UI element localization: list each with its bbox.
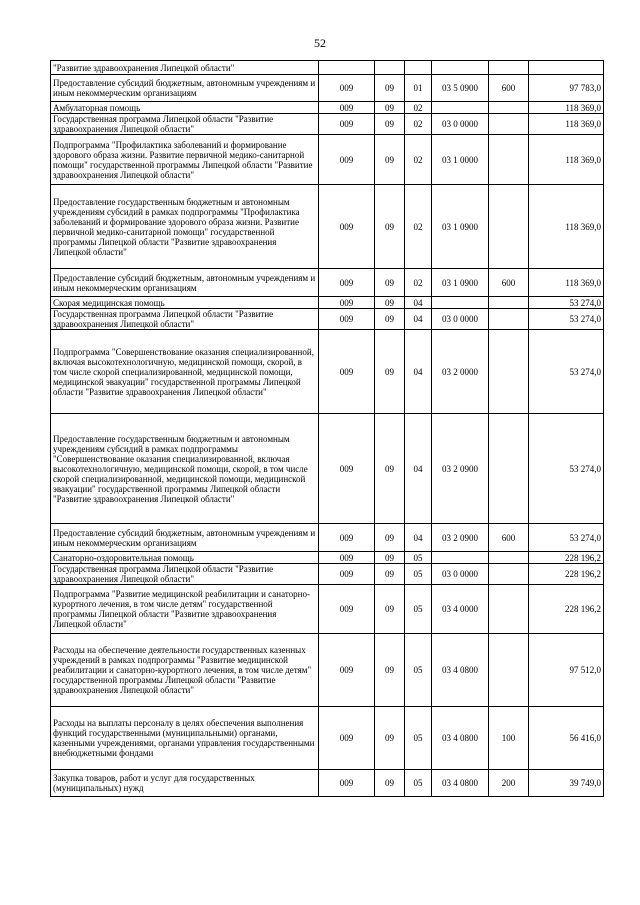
amount-cell: 53 274,0: [529, 297, 604, 309]
subsection-code-cell: 02: [405, 185, 432, 269]
table-row: [51, 297, 604, 309]
target-item-cell: 03 1 0900: [432, 269, 489, 297]
row-name-cell: Расходы на выплаты персоналу в целях обеспечения выполнения функций государственными (муниципальными) органами, казенными учреждениями, органами управления государственными внебюджетными фондами: [51, 707, 319, 770]
table-row: [51, 552, 604, 564]
subsection-code-cell: 04: [405, 297, 432, 309]
table-row: [51, 61, 604, 75]
amount-cell: 97 512,0: [529, 634, 604, 707]
subsection-code-cell: 05: [405, 634, 432, 707]
section-code-cell: 09: [375, 564, 405, 585]
section-code-cell: 09: [375, 135, 405, 185]
row-name-cell: "Развитие здравоохранения Липецкой области": [51, 61, 319, 75]
ved-code-cell: 009: [319, 114, 375, 135]
target-item-cell: 03 0 0000: [432, 564, 489, 585]
subsection-code-cell: 02: [405, 114, 432, 135]
section-code-cell: 09: [375, 552, 405, 564]
section-code-cell: 09: [375, 414, 405, 524]
row-name-cell: Закупка товаров, работ и услуг для государственных (муниципальных) нужд: [51, 770, 319, 797]
section-code-cell: 09: [375, 114, 405, 135]
row-name-cell: Государственная программа Липецкой области "Развитие здравоохранения Липецкой области": [51, 564, 319, 585]
row-name-cell: Предоставление субсидий бюджетным, автономным учреждениям и иным некоммерческим организациям: [51, 524, 319, 552]
subsection-code-cell: 02: [405, 102, 432, 114]
ved-code-cell: 009: [319, 135, 375, 185]
table-row: [51, 564, 604, 585]
amount-cell: 118 369,0: [529, 269, 604, 297]
amount-cell: 118 369,0: [529, 135, 604, 185]
table-row: [51, 524, 604, 552]
row-name-cell: Подпрограмма "Совершенствование оказания специализированной, включая высокотехнологичную, медицинской помощи, скорой, в том числе скорой специализированной, медицинской помощи, медицинской эвакуации" государственной программы Липецкой области "Развитие здравоохранения Липецкой области": [51, 330, 319, 414]
amount-cell: 53 274,0: [529, 309, 604, 330]
target-item-cell: 03 1 0900: [432, 185, 489, 269]
section-code-cell: 09: [375, 585, 405, 634]
section-code-cell: 09: [375, 185, 405, 269]
target-item-cell: 03 4 0800: [432, 770, 489, 797]
row-name-cell: Расходы на обеспечение деятельности государственных казенных учреждений в рамках подпрограммы "Развитие медицинской реабилитации и санаторно-курортного лечения, в том числе детям" государственной программы Липецкой области "Развитие здравоохранения Липецкой области": [51, 634, 319, 707]
target-item-cell: 03 5 0900: [432, 75, 489, 102]
target-item-cell: 03 2 0900: [432, 414, 489, 524]
expense-type-cell: 200: [489, 770, 529, 797]
table-row: [51, 330, 604, 414]
table-row: [51, 114, 604, 135]
table-row: [51, 75, 604, 102]
ved-code-cell: 009: [319, 309, 375, 330]
table-row: [51, 634, 604, 707]
target-item-cell: 03 0 0000: [432, 309, 489, 330]
ved-code-cell: 009: [319, 297, 375, 309]
table-row: [51, 707, 604, 770]
amount-cell: 228 196,2: [529, 552, 604, 564]
target-item-cell: 03 4 0000: [432, 585, 489, 634]
expense-type-cell: [489, 330, 529, 414]
section-code-cell: 09: [375, 707, 405, 770]
subsection-code-cell: 04: [405, 330, 432, 414]
table-row: [51, 269, 604, 297]
section-code-cell: 09: [375, 75, 405, 102]
target-item-cell: [432, 102, 489, 114]
table-row: [51, 309, 604, 330]
subsection-code-cell: 04: [405, 309, 432, 330]
ved-code-cell: [319, 61, 375, 75]
amount-cell: 53 274,0: [529, 414, 604, 524]
target-item-cell: 03 4 0800: [432, 634, 489, 707]
expense-type-cell: 600: [489, 269, 529, 297]
expense-type-cell: [489, 552, 529, 564]
amount-cell: 118 369,0: [529, 114, 604, 135]
ved-code-cell: 009: [319, 585, 375, 634]
subsection-code-cell: 02: [405, 135, 432, 185]
ved-code-cell: 009: [319, 634, 375, 707]
subsection-code-cell: 04: [405, 524, 432, 552]
section-code-cell: 09: [375, 102, 405, 114]
amount-cell: 118 369,0: [529, 102, 604, 114]
subsection-code-cell: 05: [405, 707, 432, 770]
amount-cell: 53 274,0: [529, 330, 604, 414]
row-name-cell: Скорая медицинская помощь: [51, 297, 319, 309]
row-name-cell: Государственная программа Липецкой области "Развитие здравоохранения Липецкой области": [51, 309, 319, 330]
row-name-cell: Предоставление государственным бюджетным и автономным учреждениям субсидий в рамках подпрограммы "Совершенствование оказания специализированной, включая высокотехнологичную, медицинской помощи, скорой, в том числе скорой специализированной, медицинской помощи, медицинской эвакуации" государственной программы Липецкой области "Развитие здравоохранения Липецкой области": [51, 414, 319, 524]
table-body: [51, 61, 604, 797]
expense-type-cell: [489, 185, 529, 269]
ved-code-cell: 009: [319, 524, 375, 552]
expense-type-cell: [489, 634, 529, 707]
ved-code-cell: 009: [319, 185, 375, 269]
target-item-cell: 03 1 0000: [432, 135, 489, 185]
amount-cell: 228 196,2: [529, 564, 604, 585]
expense-type-cell: [489, 114, 529, 135]
subsection-code-cell: [405, 61, 432, 75]
row-name-cell: Предоставление государственным бюджетным и автономным учреждениям субсидий в рамках подпрограммы "Профилактика заболеваний и формирование здорового образа жизни. Развитие первичной медико-санитарной помощи" государственной программы Липецкой области "Развитие здравоохранения Липецкой области": [51, 185, 319, 269]
expense-type-cell: 600: [489, 75, 529, 102]
target-item-cell: 03 2 0000: [432, 330, 489, 414]
ved-code-cell: 009: [319, 102, 375, 114]
expense-type-cell: [489, 135, 529, 185]
row-name-cell: Подпрограмма "Развитие медицинской реабилитации и санаторно-курортного лечения, в том числе детям" государственной программы Липецкой области "Развитие здравоохранения Липецкой области": [51, 585, 319, 634]
row-name-cell: Амбулаторная помощь: [51, 102, 319, 114]
section-code-cell: [375, 61, 405, 75]
table-row: [51, 185, 604, 269]
budget-table: [50, 60, 604, 797]
section-code-cell: 09: [375, 634, 405, 707]
page-number: 52: [314, 36, 326, 50]
section-code-cell: 09: [375, 309, 405, 330]
subsection-code-cell: 02: [405, 269, 432, 297]
expense-type-cell: 600: [489, 524, 529, 552]
target-item-cell: [432, 297, 489, 309]
amount-cell: 118 369,0: [529, 185, 604, 269]
amount-cell: 39 749,0: [529, 770, 604, 797]
subsection-code-cell: 05: [405, 585, 432, 634]
ved-code-cell: 009: [319, 707, 375, 770]
ved-code-cell: 009: [319, 564, 375, 585]
section-code-cell: 09: [375, 330, 405, 414]
expense-type-cell: [489, 585, 529, 634]
target-item-cell: 03 0 0000: [432, 114, 489, 135]
amount-cell: 228 196,2: [529, 585, 604, 634]
ved-code-cell: 009: [319, 414, 375, 524]
table-row: [51, 414, 604, 524]
row-name-cell: Государственная программа Липецкой области "Развитие здравоохранения Липецкой области": [51, 114, 319, 135]
subsection-code-cell: 04: [405, 414, 432, 524]
section-code-cell: 09: [375, 297, 405, 309]
amount-cell: 97 783,0: [529, 75, 604, 102]
table-row: [51, 102, 604, 114]
ved-code-cell: 009: [319, 75, 375, 102]
expense-type-cell: [489, 102, 529, 114]
section-code-cell: 09: [375, 524, 405, 552]
row-name-cell: Предоставление субсидий бюджетным, автономным учреждениям и иным некоммерческим организациям: [51, 269, 319, 297]
section-code-cell: 09: [375, 770, 405, 797]
row-name-cell: Предоставление субсидий бюджетным, автономным учреждениям и иным некоммерческим организациям: [51, 75, 319, 102]
target-item-cell: 03 4 0800: [432, 707, 489, 770]
table-row: [51, 770, 604, 797]
expense-type-cell: [489, 414, 529, 524]
target-item-cell: 03 2 0900: [432, 524, 489, 552]
row-name-cell: Санаторно-оздоровительная помощь: [51, 552, 319, 564]
table-row: [51, 135, 604, 185]
expense-type-cell: [489, 564, 529, 585]
table-row: [51, 585, 604, 634]
target-item-cell: [432, 552, 489, 564]
subsection-code-cell: 01: [405, 75, 432, 102]
subsection-code-cell: 05: [405, 770, 432, 797]
subsection-code-cell: 05: [405, 564, 432, 585]
subsection-code-cell: 05: [405, 552, 432, 564]
section-code-cell: 09: [375, 269, 405, 297]
ved-code-cell: 009: [319, 269, 375, 297]
row-name-cell: Подпрограмма "Профилактика заболеваний и формирование здорового образа жизни. Развитие первичной медико-санитарной помощи" государственной программы Липецкой области "Развитие здравоохранения Липецкой области": [51, 135, 319, 185]
amount-cell: [529, 61, 604, 75]
expense-type-cell: [489, 309, 529, 330]
expense-type-cell: [489, 297, 529, 309]
amount-cell: 56 416,0: [529, 707, 604, 770]
expense-type-cell: 100: [489, 707, 529, 770]
ved-code-cell: 009: [319, 770, 375, 797]
target-item-cell: [432, 61, 489, 75]
amount-cell: 53 274,0: [529, 524, 604, 552]
ved-code-cell: 009: [319, 552, 375, 564]
ved-code-cell: 009: [319, 330, 375, 414]
expense-type-cell: [489, 61, 529, 75]
